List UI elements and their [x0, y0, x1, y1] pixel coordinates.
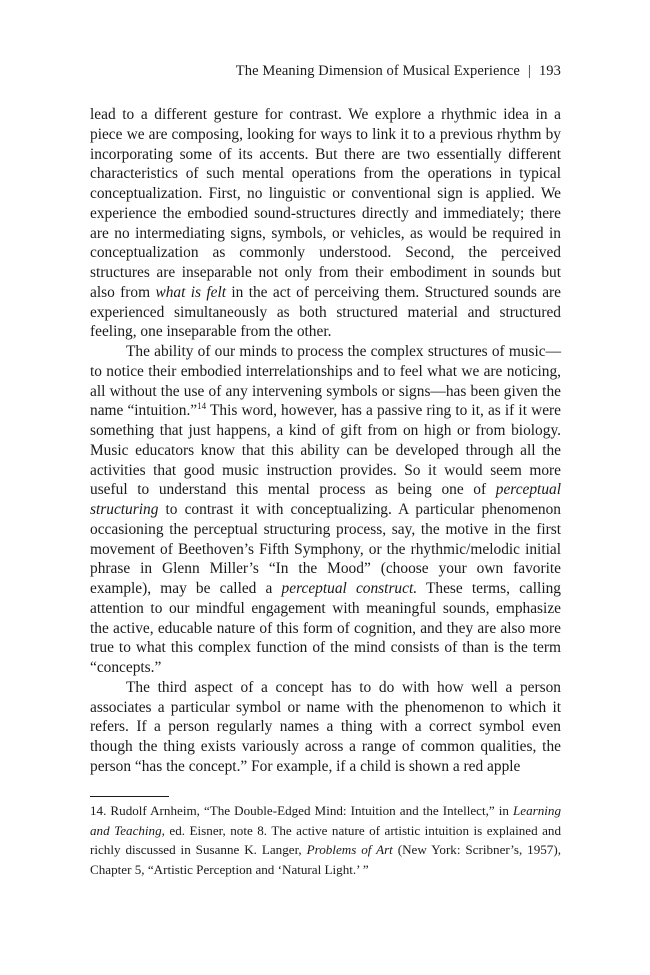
paragraph-1: [90, 105, 561, 342]
paragraph-2-text-b: This word, however, has a passive ring to it, as if it were something that just happens, a kind of gift from on high or from biology. Music educators know that this ability can be developed through all the activities that good music instruction provides. So it would seem more useful to understand this mental process as being one of: [90, 402, 561, 499]
paragraph-2: [90, 342, 561, 678]
header-separator: |: [527, 63, 531, 79]
page-number: 193: [538, 63, 561, 79]
paragraph-3-text: The third aspect of a concept has to do with how well a person associates a particular symbol or name with the phenomenon to which it refers. If a person regularly names a thing with a correct symbol even though the thing exists variously across a range of common qualities, the person “has the concept.” For example, if a child is shown a red apple: [90, 678, 561, 775]
footnote-reference: 14: [197, 401, 207, 412]
paragraph-2-text-a: The ability of our minds to process the complex structures of music—to notice their embodied interrelationships and to feel what we are noticing, all without the use of any intervening symbols or signs—has been given the name “intuition.”: [90, 343, 561, 420]
paragraph-2-text-d: These terms, calling attention to our mindful engagement with meaningful sounds, emphasize the active, educable nature of this form of cognition, and they are also more true to what this complex function of the mind consists of than is the term “concepts.”: [90, 580, 561, 676]
footnote: [90, 801, 561, 879]
paragraph-2-emphasis-1: perceptual structuring: [90, 481, 561, 518]
paragraph-2-text-c: to contrast it with conceptualizing. A particular phenomenon occasioning the perceptual structuring process, say, the motive in the first movement of Beethoven’s Fifth Symphony, or the rhythmic/melodic initial phrase in Glenn Miller’s “In the Mood” (choose your own favorite example), may be called a: [90, 501, 561, 597]
paragraph-2-emphasis-2: perceptual construct.: [281, 580, 418, 597]
running-header: [90, 61, 561, 81]
footnote-emphasis-2: Problems of Art: [306, 842, 393, 858]
paragraph-3: [90, 678, 561, 777]
footnote-text-b: ed. Eisner, note 8. The active nature of artistic intuition is explained and richly discussed in Susanne K. Langer,: [90, 822, 562, 858]
footnote-rule: [90, 796, 169, 797]
paragraph-1-text-b: in the act of perceiving them. Structured sounds are experienced simultaneously as both structured material and structured feeling, one inseparable from the other.: [90, 283, 561, 341]
footnote-text-a: 14. Rudolf Arnheim, “The Double-Edged Mind: Intuition and the Intellect,” in: [90, 803, 513, 818]
footnote-emphasis-1: Learning and Teaching,: [90, 803, 561, 838]
paragraph-1-text-a: lead to a different gesture for contrast. We explore a rhythmic idea in a piece we are composing, looking for ways to link it to a previous rhythm by incorporating some of its accents. But there are two essentially different characteristics of such mental operations from the operations in typical conceptualization. First, no linguistic or conventional sign is applied. We experience the embodied sound-structures directly and immediately; there are no intermediating signs, symbols, or vehicles, as would be required in conceptualization as commonly understood. Second, the perceived structures are inseparable not only from their embodiment in sounds but also from: [90, 106, 561, 301]
body-text: [90, 105, 561, 777]
running-title: The Meaning Dimension of Musical Experience: [235, 63, 520, 79]
footnote-text-c: (New York: Scribner’s, 1957), Chapter 5, “Artistic Perception and ‘Natural Light.’ ”: [90, 842, 561, 877]
paragraph-1-emphasis: what is felt: [155, 283, 227, 301]
